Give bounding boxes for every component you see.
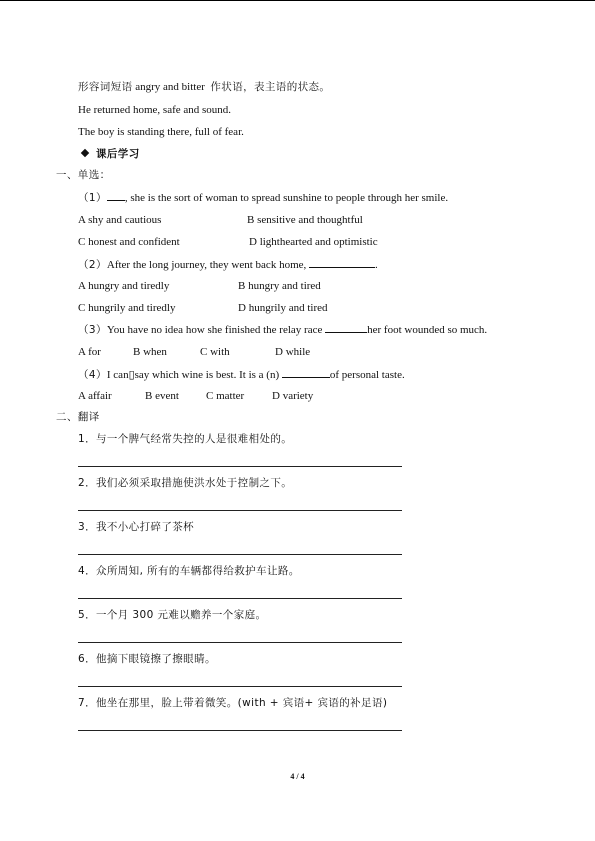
q3-option-d[interactable]: D while <box>275 346 311 358</box>
q4-stem-end: of personal taste. <box>329 369 405 381</box>
q3-number: （3） <box>78 324 107 336</box>
intro-line-1 <box>78 80 330 94</box>
q1-option-c[interactable]: C honest and confident <box>78 236 180 248</box>
q4-option-b[interactable]: B event <box>145 390 179 402</box>
page-number: 4 / 4 <box>290 772 305 781</box>
translation-item-2: 2．我们必须采取措施使洪水处于控制之下。 <box>78 477 293 489</box>
q2-option-b[interactable]: B hungry and tired <box>238 280 321 292</box>
q2-stem-end: . <box>375 259 378 271</box>
q2-stem-text: After the long journey, they went back home, <box>106 259 307 271</box>
answer-line-4[interactable] <box>78 598 402 599</box>
q4-option-a[interactable]: A affair <box>78 390 112 402</box>
intro-line-2: He returned home, safe and sound. <box>78 104 232 116</box>
q1-option-a[interactable]: A shy and cautious <box>78 214 162 226</box>
answer-line-2[interactable] <box>78 510 402 511</box>
question-1-stem <box>78 190 448 205</box>
translation-item-1: 1．与一个脾气经常失控的人是很难相处的。 <box>78 433 293 445</box>
translation-item-7: 7．他坐在那里，脸上带着微笑。(with + 宾语+ 宾语的补足语) <box>78 697 388 709</box>
answer-line-5[interactable] <box>78 642 402 643</box>
q4-option-d[interactable]: D variety <box>272 390 314 402</box>
q2-number: （2） <box>78 259 107 271</box>
intro-cn-b: 作状语，表主语的状态。 <box>210 81 331 93</box>
question-4-stem <box>78 367 405 382</box>
answer-line-3[interactable] <box>78 554 402 555</box>
q1-stem-text: , she is the sort of woman to spread sunshine to people through her smile. <box>124 192 449 204</box>
q4-option-c[interactable]: C matter <box>206 390 245 402</box>
translation-item-5: 5．一个月 300 元难以赡养一个家庭。 <box>78 609 267 621</box>
intro-en: angry and bitter <box>135 81 205 93</box>
q3-option-a[interactable]: A for <box>78 346 101 358</box>
q2-blank[interactable] <box>309 257 375 268</box>
q1-number: （1） <box>78 192 107 204</box>
q4-number: （4） <box>78 369 107 381</box>
translation-item-3: 3．我不小心打碎了茶杯 <box>78 521 195 533</box>
answer-line-6[interactable] <box>78 686 402 687</box>
q2-option-d[interactable]: D hungrily and tired <box>238 302 328 314</box>
question-2-stem <box>78 257 378 272</box>
q3-blank[interactable] <box>325 322 367 333</box>
q1-blank[interactable] <box>107 190 125 201</box>
part2-heading: 二、翻译 <box>56 411 100 423</box>
q2-option-c[interactable]: C hungrily and tiredly <box>78 302 176 314</box>
intro-cn-a: 形容词短语 <box>78 81 133 93</box>
answer-line-7[interactable] <box>78 730 402 731</box>
q3-stem-end: her foot wounded so much. <box>367 324 488 336</box>
q3-option-b[interactable]: B when <box>133 346 167 358</box>
q3-option-c[interactable]: C with <box>200 346 230 358</box>
question-3-stem <box>78 322 487 337</box>
intro-line-3: The boy is standing there, full of fear. <box>78 126 244 138</box>
q3-stem-text: You have no idea how she finished the relay race <box>106 324 323 336</box>
section-heading <box>82 147 140 161</box>
translation-item-4: 4．众所周知, 所有的车辆都得给救护车让路。 <box>78 565 300 577</box>
q2-option-a[interactable]: A hungry and tiredly <box>78 280 170 292</box>
diamond-bullet-icon <box>81 149 89 157</box>
q1-option-b[interactable]: B sensitive and thoughtful <box>247 214 363 226</box>
translation-item-6: 6．他摘下眼镜擦了擦眼睛。 <box>78 653 216 665</box>
part1-heading: 一、单选： <box>56 169 111 181</box>
q1-option-d[interactable]: D lighthearted and optimistic <box>249 236 378 248</box>
section-heading-text: 课后学习 <box>96 148 140 160</box>
q4-stem-text: I can▯say which wine is best. It is a (n) <box>106 369 280 381</box>
answer-line-1[interactable] <box>78 466 402 467</box>
top-border <box>0 0 595 1</box>
q4-blank[interactable] <box>282 367 330 378</box>
